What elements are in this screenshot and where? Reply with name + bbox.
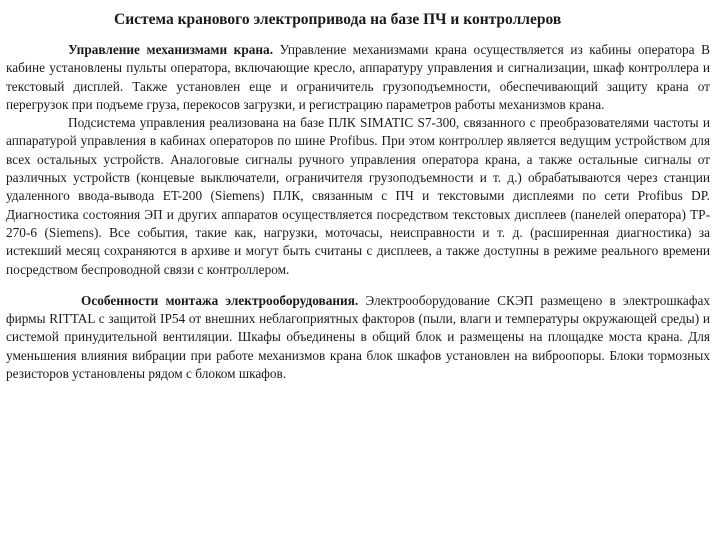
paragraph-text-crane-control: Управление механизмами крана осуществляется из кабины оператора В кабине установлены пульты оператора, включающие кресло, аппаратуру управления и сигнализации, шкаф контроллера и текстовый дисплей. Также установлен еще и ограничитель грузоподъемности, обеспечивающий защиту крана от перегрузок при подъеме груза, перекосов загрузки, и регистрацию параметров работы механизмов крана. — [6, 42, 711, 112]
paragraph-text-installation: Электрооборудование СКЭП размещено в электрошкафах фирмы RITTAL с защитой IP54 от внешних неблагоприятных факторов (пыли, влаги и температуры окружающей среды) и системой принудительной вентиляции. Шкафы объединены в общий блок и размещены на площадке моста крана. Для уменьшения влияния вибрации при работе механизмов крана блок шкафов установлен на виброопоры. Блоки тормозных резисторов установлены рядом с блоком шкафов. — [6, 292, 711, 382]
document-title: Система кранового электропривода на базе ПЧ и контроллеров — [114, 11, 562, 28]
paragraph-installation — [6, 292, 710, 383]
paragraph-control-subsystem — [6, 114, 710, 279]
paragraph-text-control-subsystem: Подсистема управления реализована на базе ПЛК SIMATIC S7-300, связанного с преобразователями частоты и аппаратурой управления в кабинах операторов по шине Profibus. При этом контроллер является ведущим устройством для всех остальных устройств. Аналоговые сигналы ручного управления оператора крана, а также остальные сигналы от различных устройств (концевые выключатели, ограничителя грузоподъемности и т. д.) обрабатываются через станции удаленного ввода-вывода ET-200 (Siemens) ПЛК, связанным с ПЧ и текстовыми дисплеями по сети Profibus DP. Диагностика состояния ЭП и других аппаратов осуществляется посредством текстовых дисплеев (панелей оператора) TP-270-6 (Siemens). Все события, такие как, нагрузки, моточасы, неисправности и т. д. (расширенная диагностика) за истекший месяц сохраняются в архиве и могут быть считаны с дисплеев, а также доступны в режиме реального времени посредством беспроводной связи с контроллером. — [6, 115, 710, 277]
paragraph-crane-control — [6, 41, 710, 114]
paragraph-lead-installation: Особенности монтажа электрооборудования. — [81, 292, 359, 308]
paragraph-lead-crane-control: Управление механизмами крана. — [68, 42, 274, 57]
